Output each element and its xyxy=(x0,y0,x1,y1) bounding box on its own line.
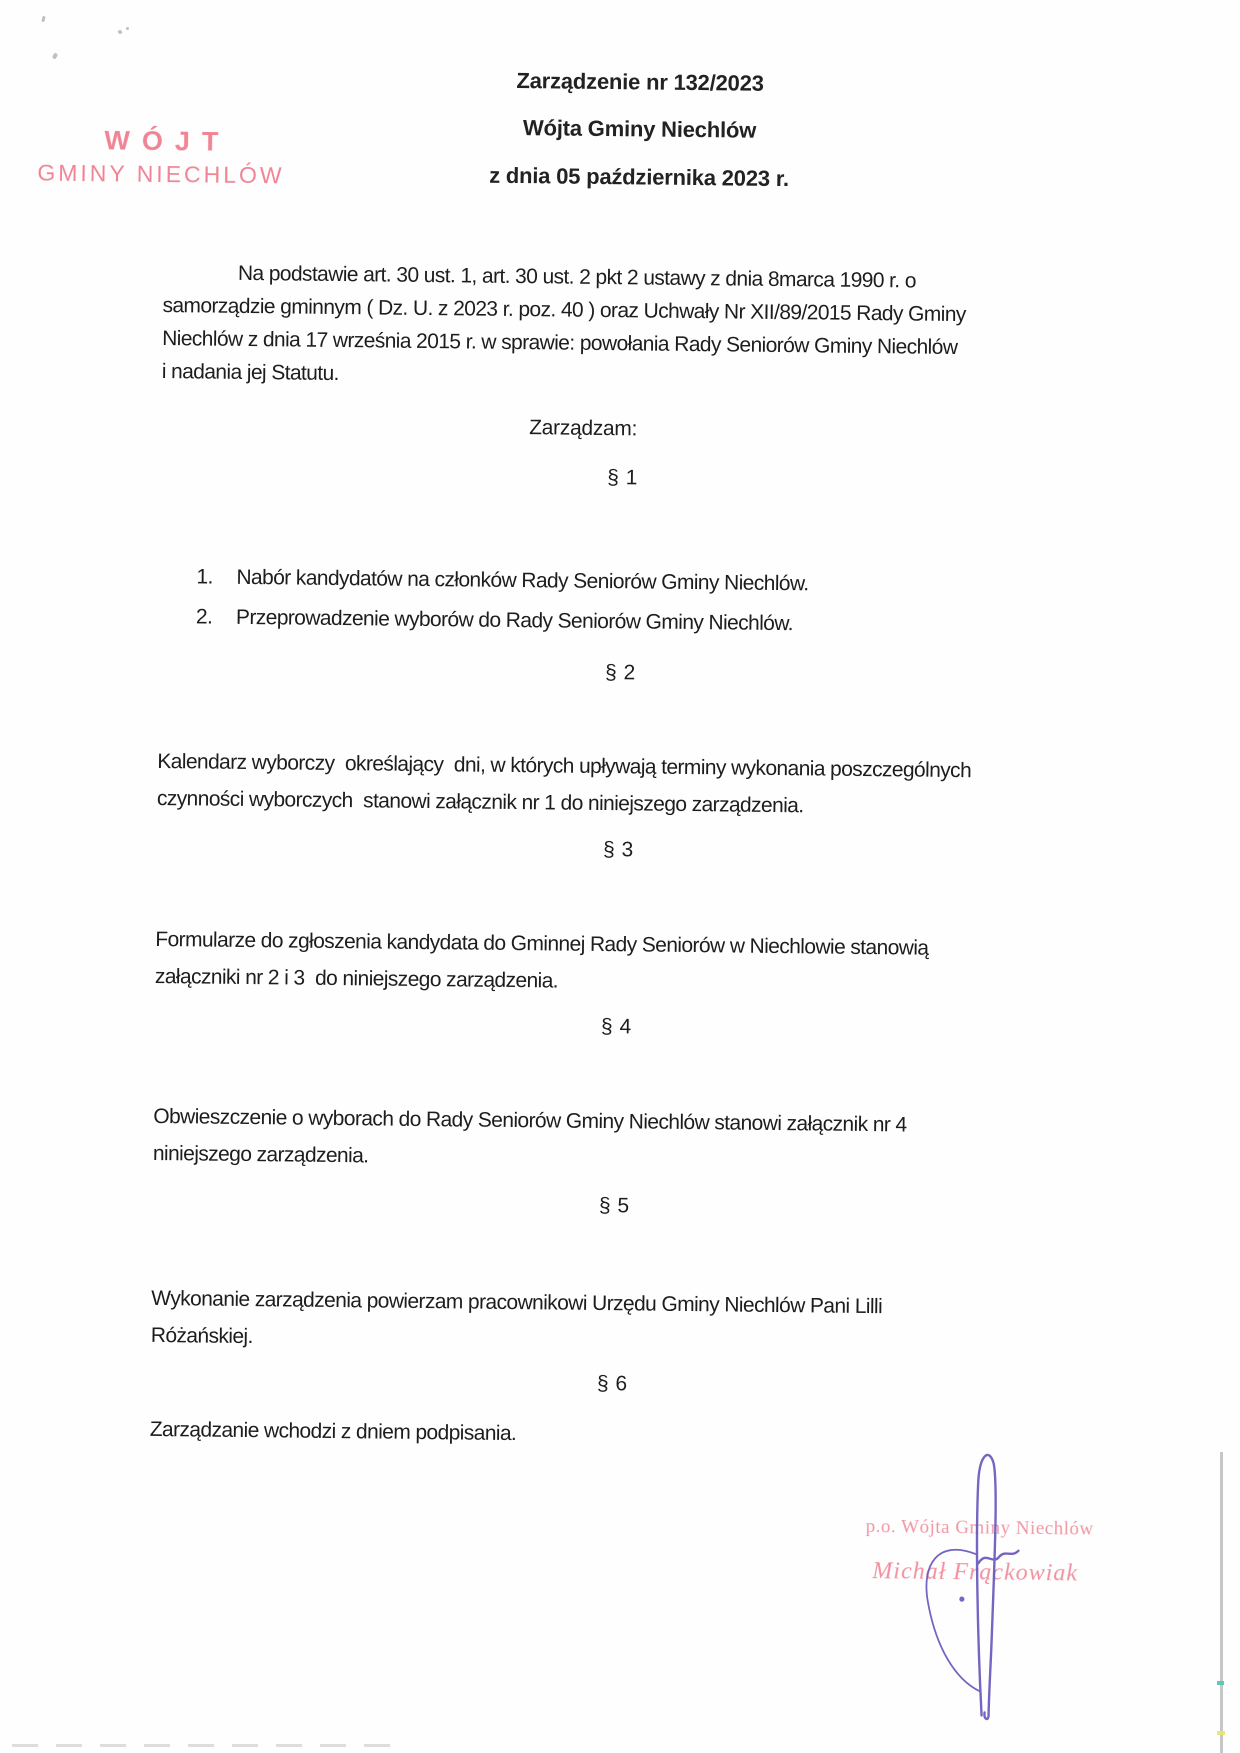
scanner-edge-teal-mark xyxy=(1217,1681,1224,1685)
paragraph-line: Zarządzanie wchodzi z dniem podpisania. xyxy=(149,1417,517,1446)
scanner-edge-line xyxy=(1220,1452,1223,1753)
mayor-stamp-line-1: WÓJT xyxy=(104,125,231,157)
section-5-body xyxy=(151,1280,883,1362)
list-item xyxy=(196,597,809,644)
page-title-line-3: z dnia 05 października 2023 r. xyxy=(489,162,789,192)
paragraph-line: niniejszego zarządzenia. xyxy=(152,1141,369,1168)
paragraph-line: załączniki nr 2 i 3 do niniejszego zarządzenia. xyxy=(154,964,559,993)
paragraph-line: Obwieszczenie o wyborach do Rady Seniorów Gminy Niechlów stanowi załącznik nr 4 xyxy=(153,1104,907,1137)
section-mark-3: § 3 xyxy=(602,838,634,862)
paragraph-line: Na podstawie art. 30 ust. 1, art. 30 ust. 2 pkt 2 ustawy z dnia 8marca 1990 r. o xyxy=(237,261,917,293)
paragraph-line: Kalendarz wyborczy określający dni, w których upływają terminy wykonania poszczególnych xyxy=(157,749,972,783)
section-6-body xyxy=(150,1411,517,1452)
page-title-line-1: Zarządzenie nr 132/2023 xyxy=(516,67,764,96)
section-3-body xyxy=(155,921,929,1004)
signature-role-stamp: p.o. Wójta Gminy Niechlów xyxy=(865,1516,1094,1540)
paragraph-line: samorządzie gminnym ( Dz. U. z 2023 r. poz. 40 ) oraz Uchwały Nr XII/89/2015 Rady Gminy xyxy=(162,293,966,327)
paragraph-line: Niechlów z dnia 17 września 2015 r. w sprawie: powołania Rady Seniorów Gminy Niechlów xyxy=(162,326,958,360)
section-4-body xyxy=(153,1098,907,1181)
list-item-text: Nabór kandydatów na członków Rady Seniorów Gminy Niechlów. xyxy=(236,565,809,596)
section-mark-6: § 6 xyxy=(596,1371,628,1396)
signature-stroke xyxy=(978,1550,1018,1563)
page-title-line-2: Wójta Gminy Niechlów xyxy=(522,115,757,143)
section-mark-1: § 1 xyxy=(607,466,639,490)
scan-speck xyxy=(126,27,129,30)
list-item xyxy=(196,557,809,604)
signature-stroke xyxy=(925,1549,981,1691)
section-1-list xyxy=(196,557,809,644)
legal-basis-paragraph xyxy=(162,256,967,397)
section-mark-2: § 2 xyxy=(604,661,636,685)
paragraph-line: czynności wyborczych stanowi załącznik nr 1 do niniejszego zarządzenia. xyxy=(156,786,804,818)
handwritten-signature-ink xyxy=(877,1436,1080,1738)
mayor-stamp-line-2: GMINY NIECHLÓW xyxy=(37,159,285,189)
paragraph-line: i nadania jej Statutu. xyxy=(161,359,339,386)
section-mark-4: § 4 xyxy=(600,1015,632,1039)
scanner-edge-yellow-mark xyxy=(1217,1731,1225,1735)
order-heading: Zarządzam: xyxy=(529,416,638,441)
section-mark-5: § 5 xyxy=(598,1194,630,1218)
paragraph-line: Formularze do zgłoszenia kandydata do Gminnej Rady Seniorów w Niechlowie stanowią xyxy=(155,927,929,960)
list-item-text: Przeprowadzenie wyborów do Rady Seniorów Gminy Niechlów. xyxy=(235,605,794,636)
list-item-number: 1. xyxy=(196,565,213,589)
scanner-bottom-streak xyxy=(12,1744,392,1747)
list-item-number: 2. xyxy=(195,605,213,629)
signature-stroke xyxy=(975,1455,996,1719)
paragraph-line: Wykonanie zarządzenia powierzam pracownikowi Urzędu Gminy Niechlów Pani Lilli xyxy=(151,1286,883,1319)
signature-ink-dot xyxy=(959,1597,964,1602)
section-2-body xyxy=(157,743,972,826)
paragraph-line: Różańskiej. xyxy=(150,1323,253,1349)
signature-name-stamp: Michał Frąckowiak xyxy=(872,1558,1079,1587)
mayor-office-stamp xyxy=(35,125,288,190)
